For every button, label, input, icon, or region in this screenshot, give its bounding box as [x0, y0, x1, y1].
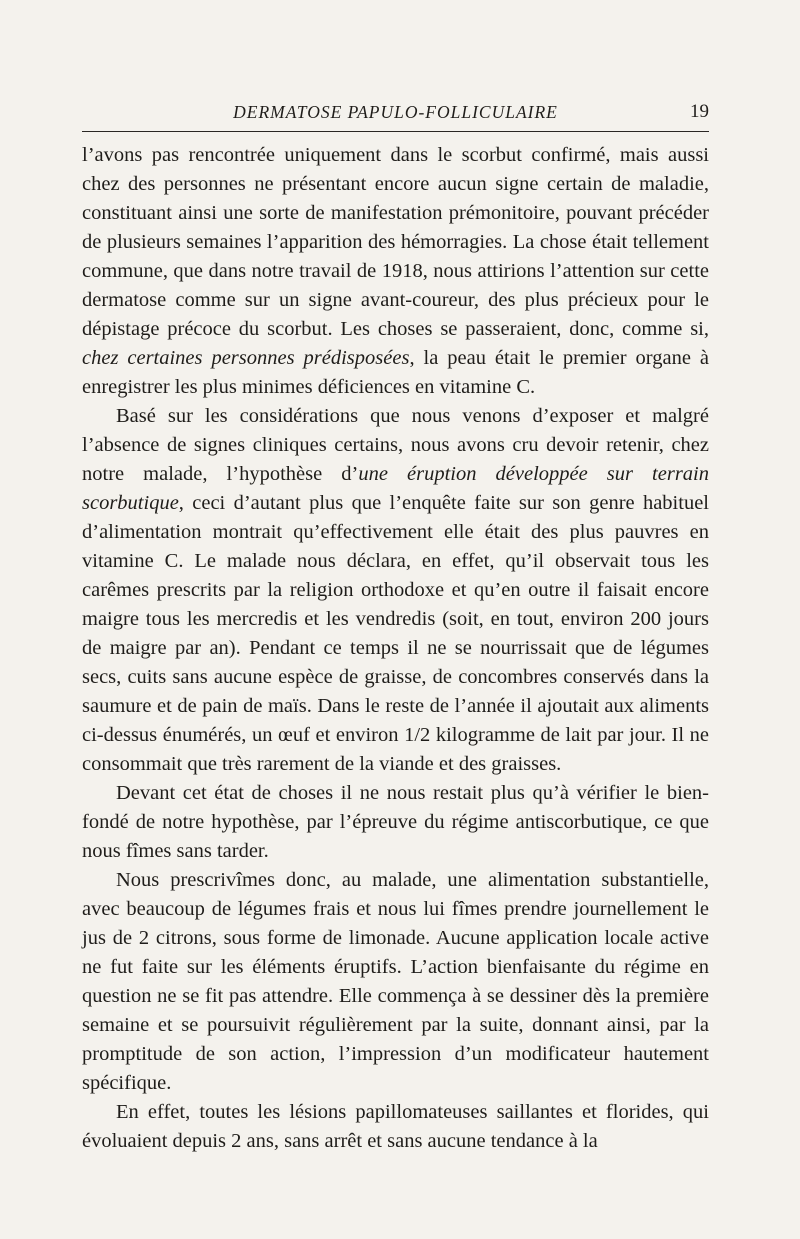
paragraph-4 — [82, 866, 709, 1098]
paragraph-2 — [82, 402, 709, 779]
body-text — [82, 141, 709, 1156]
page-header — [82, 100, 709, 126]
header-rule — [82, 131, 709, 132]
text-run: Basé sur les considérations que nous venons d’exposer et malgré l’absence de signes cliniques certains, nous avons cru devoir retenir, chez notre malade, l’hypothèse d’ — [82, 405, 709, 485]
text-run: En effet, toutes les lésions papillomateuses saillantes et florides, qui évoluaient depuis 2 ans, sans arrêt et sans aucune tendance à la — [82, 1101, 709, 1152]
text-run: l’avons pas rencontrée uniquement dans le scorbut confirmé, mais aussi chez des personnes ne présentant encore aucun signe certain de maladie, constituant ainsi une sorte de manifestation prémonitoire, pouvant précéder de plusieurs semaines l’apparition des hémorragies. La chose était tellement commune, que dans notre travail de 1918, nous attirions l’attention sur cette dermatose comme sur un signe avant-coureur, des plus précieux pour le dépistage précoce du scorbut. Les choses se passeraient, donc, comme si, — [82, 144, 709, 340]
text-run: Nous prescrivîmes donc, au malade, une alimentation substantielle, avec beaucoup de légumes frais et nous lui fîmes prendre journellement le jus de 2 citrons, sous forme de limonade. Aucune application locale active ne fut faite sur les éléments éruptifs. L’action bienfaisante du régime en question ne se fit pas attendre. Elle commença à se dessiner dès la première semaine et se poursuivit régulièrement par la suite, donnant ainsi, par la promptitude de son action, l’impression d’un modificateur hautement spécifique. — [82, 869, 709, 1094]
paragraph-3 — [82, 779, 709, 866]
italic-phrase: chez certaines personnes prédisposées — [82, 347, 410, 369]
text-run: , ceci d’autant plus que l’enquête faite sur son genre habituel d’alimentation montrait qu’effectivement elle était des plus pauvres en vitamine C. Le malade nous déclara, en effet, qu’il observait tous les carêmes prescrits par la religion orthodoxe et qu’en outre il faisait encore maigre tous les mercredis et les vendredis (soit, en tout, environ 200 jours de maigre par an). Pendant ce temps il ne se nourrissait que de légumes secs, cuits sans aucune espèce de graisse, de concombres conservés dans la saumure et de pain de maïs. Dans le reste de l’année il ajoutait aux aliments ci-dessus énumérés, un œuf et environ 1/2 kilogramme de lait par jour. Il ne consommait que très rarement de la viande et des graisses. — [82, 492, 709, 775]
paragraph-1 — [82, 141, 709, 402]
text-run: , la peau était le premier organe à enregistrer les plus minimes déficiences en vitamine C. — [82, 347, 709, 398]
page-number: 19 — [690, 101, 709, 122]
italic-phrase: une éruption développée sur terrain scorbutique — [82, 463, 709, 514]
text-run: Devant cet état de choses il ne nous restait plus qu’à vérifier le bien-fondé de notre hypothèse, par l’épreuve du régime antiscorbutique, ce que nous fîmes sans tarder. — [82, 782, 709, 862]
running-title: DERMATOSE PAPULO-FOLLICULAIRE — [233, 102, 558, 122]
paragraph-5 — [82, 1098, 709, 1156]
